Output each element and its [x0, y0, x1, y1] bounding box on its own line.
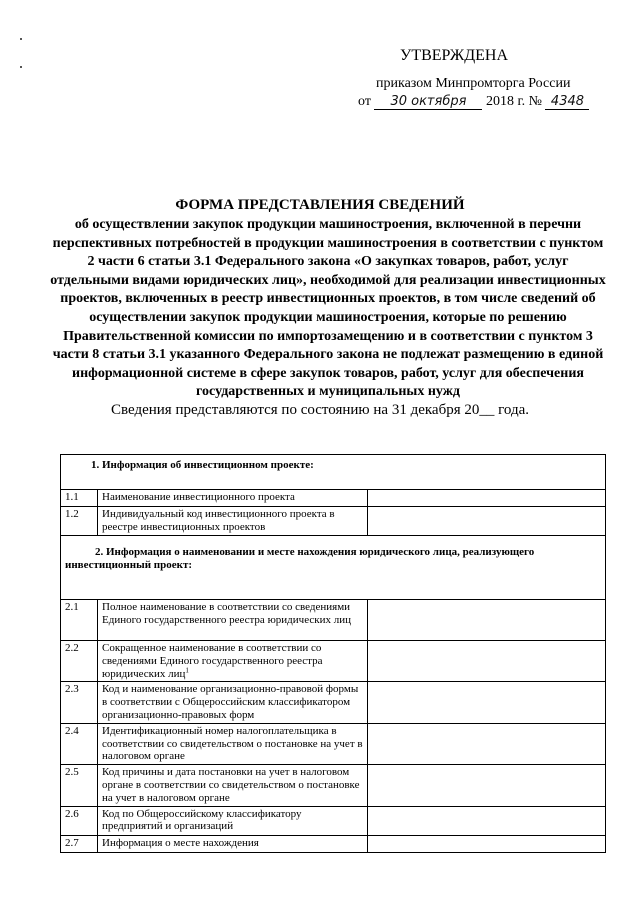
- scan-speck: [20, 38, 22, 40]
- row-label: Код по Общероссийскому классификатору предприятий и организаций: [98, 806, 368, 835]
- row-label: Код и наименование организационно-правовой формы в соответствии с Общероссийским классификатором организационно-правовых форм: [98, 682, 368, 723]
- row-number: 2.7: [61, 835, 98, 852]
- table-row: [61, 682, 606, 723]
- row-label: Сокращенное наименование в соответствии со сведениями Единого государственного реестра юридических лиц$^1$: [98, 641, 368, 682]
- row-number: 1.1: [61, 490, 98, 507]
- row-value-cell[interactable]: [368, 641, 606, 682]
- row-value-cell[interactable]: [368, 806, 606, 835]
- row-value-cell[interactable]: [368, 835, 606, 852]
- section-heading-row: [61, 536, 606, 600]
- row-value-cell[interactable]: [368, 507, 606, 536]
- table-row: [61, 490, 606, 507]
- row-label: Индивидуальный код инвестиционного проекта в реестре инвестиционных проектов: [98, 507, 368, 536]
- row-label: Код причины и дата постановки на учет в налоговом органе в соответствии со свидетельством о постановке на учет в налоговом органе: [98, 765, 368, 806]
- section-heading-row: [61, 455, 606, 490]
- table-row: [61, 507, 606, 536]
- form-title: ФОРМА ПРЕДСТАВЛЕНИЯ СВЕДЕНИЙ: [175, 197, 465, 213]
- row-number: 2.2: [61, 641, 98, 682]
- row-number: 2.6: [61, 806, 98, 835]
- row-number: 2.4: [61, 723, 98, 764]
- table-row: [61, 806, 606, 835]
- row-value-cell[interactable]: [368, 765, 606, 806]
- form-subtitle: об осуществлении закупок продукции машиностроения, включенной в перечни перспективных потребностей в продукции машиностроения в соответствии с пунктом 2 части 6 статьи 3.1 Федерального закона «О закупках товаров, работ, услуг отдельными видами юридических лиц», необходимой для реализации инвестиционных проектов, включенных в реестр инвестиционных проектов, в том числе сведений об осуществлении закупок продукции машиностроения, которые по решению Правительственной комиссии по импортозамещению и в соответствии с пунктом 3 части 8 статьи 3.1 указанного Федерального закона не подлежат размещению в единой информационной системе в сфере закупок товаров, работ, услуг для обеспечения государственных и муниципальных нужд: [50, 217, 606, 400]
- row-label: Наименование инвестиционного проекта: [98, 490, 368, 507]
- scan-speck: [20, 66, 22, 68]
- table-row: [61, 641, 606, 682]
- handwritten-date: 30 октября: [374, 94, 482, 110]
- date-prefix: от: [358, 94, 371, 109]
- row-value-cell[interactable]: [368, 682, 606, 723]
- row-label: Полное наименование в соответствии со сведениями Единого государственного реестра юридических лиц: [98, 600, 368, 641]
- row-value-cell[interactable]: [368, 490, 606, 507]
- year-number-text: 2018 г. №: [485, 94, 542, 109]
- section-heading: 2. Информация о наименовании и месте нахождения юридического лица, реализующего инвестиционный проект:: [61, 536, 606, 600]
- table-row: [61, 600, 606, 641]
- row-number: 2.1: [61, 600, 98, 641]
- table-row: [61, 723, 606, 764]
- approval-order: приказом Минпромторга России: [376, 76, 571, 91]
- as-of-statement: Сведения представляются по состоянию на 31 декабря 20__ года.: [110, 402, 529, 418]
- approval-date-line: [358, 94, 589, 110]
- row-number: 2.5: [61, 765, 98, 806]
- row-label: Информация о месте нахождения: [98, 835, 368, 852]
- footnote-mark: 1: [185, 665, 189, 674]
- row-label: Идентификационный номер налогоплательщика в соответствии со свидетельством о постановке на учет в налоговом органе: [98, 723, 368, 764]
- row-value-cell[interactable]: [368, 600, 606, 641]
- handwritten-order-number: 4348: [545, 94, 589, 110]
- row-number: 2.3: [61, 682, 98, 723]
- row-number: 1.2: [61, 507, 98, 536]
- table-row: [61, 835, 606, 852]
- section-heading: 1. Информация об инвестиционном проекте:: [61, 455, 606, 490]
- information-form-table: [60, 454, 606, 853]
- table-row: [61, 765, 606, 806]
- approval-heading: УТВЕРЖДЕНА: [400, 47, 509, 64]
- row-value-cell[interactable]: [368, 723, 606, 764]
